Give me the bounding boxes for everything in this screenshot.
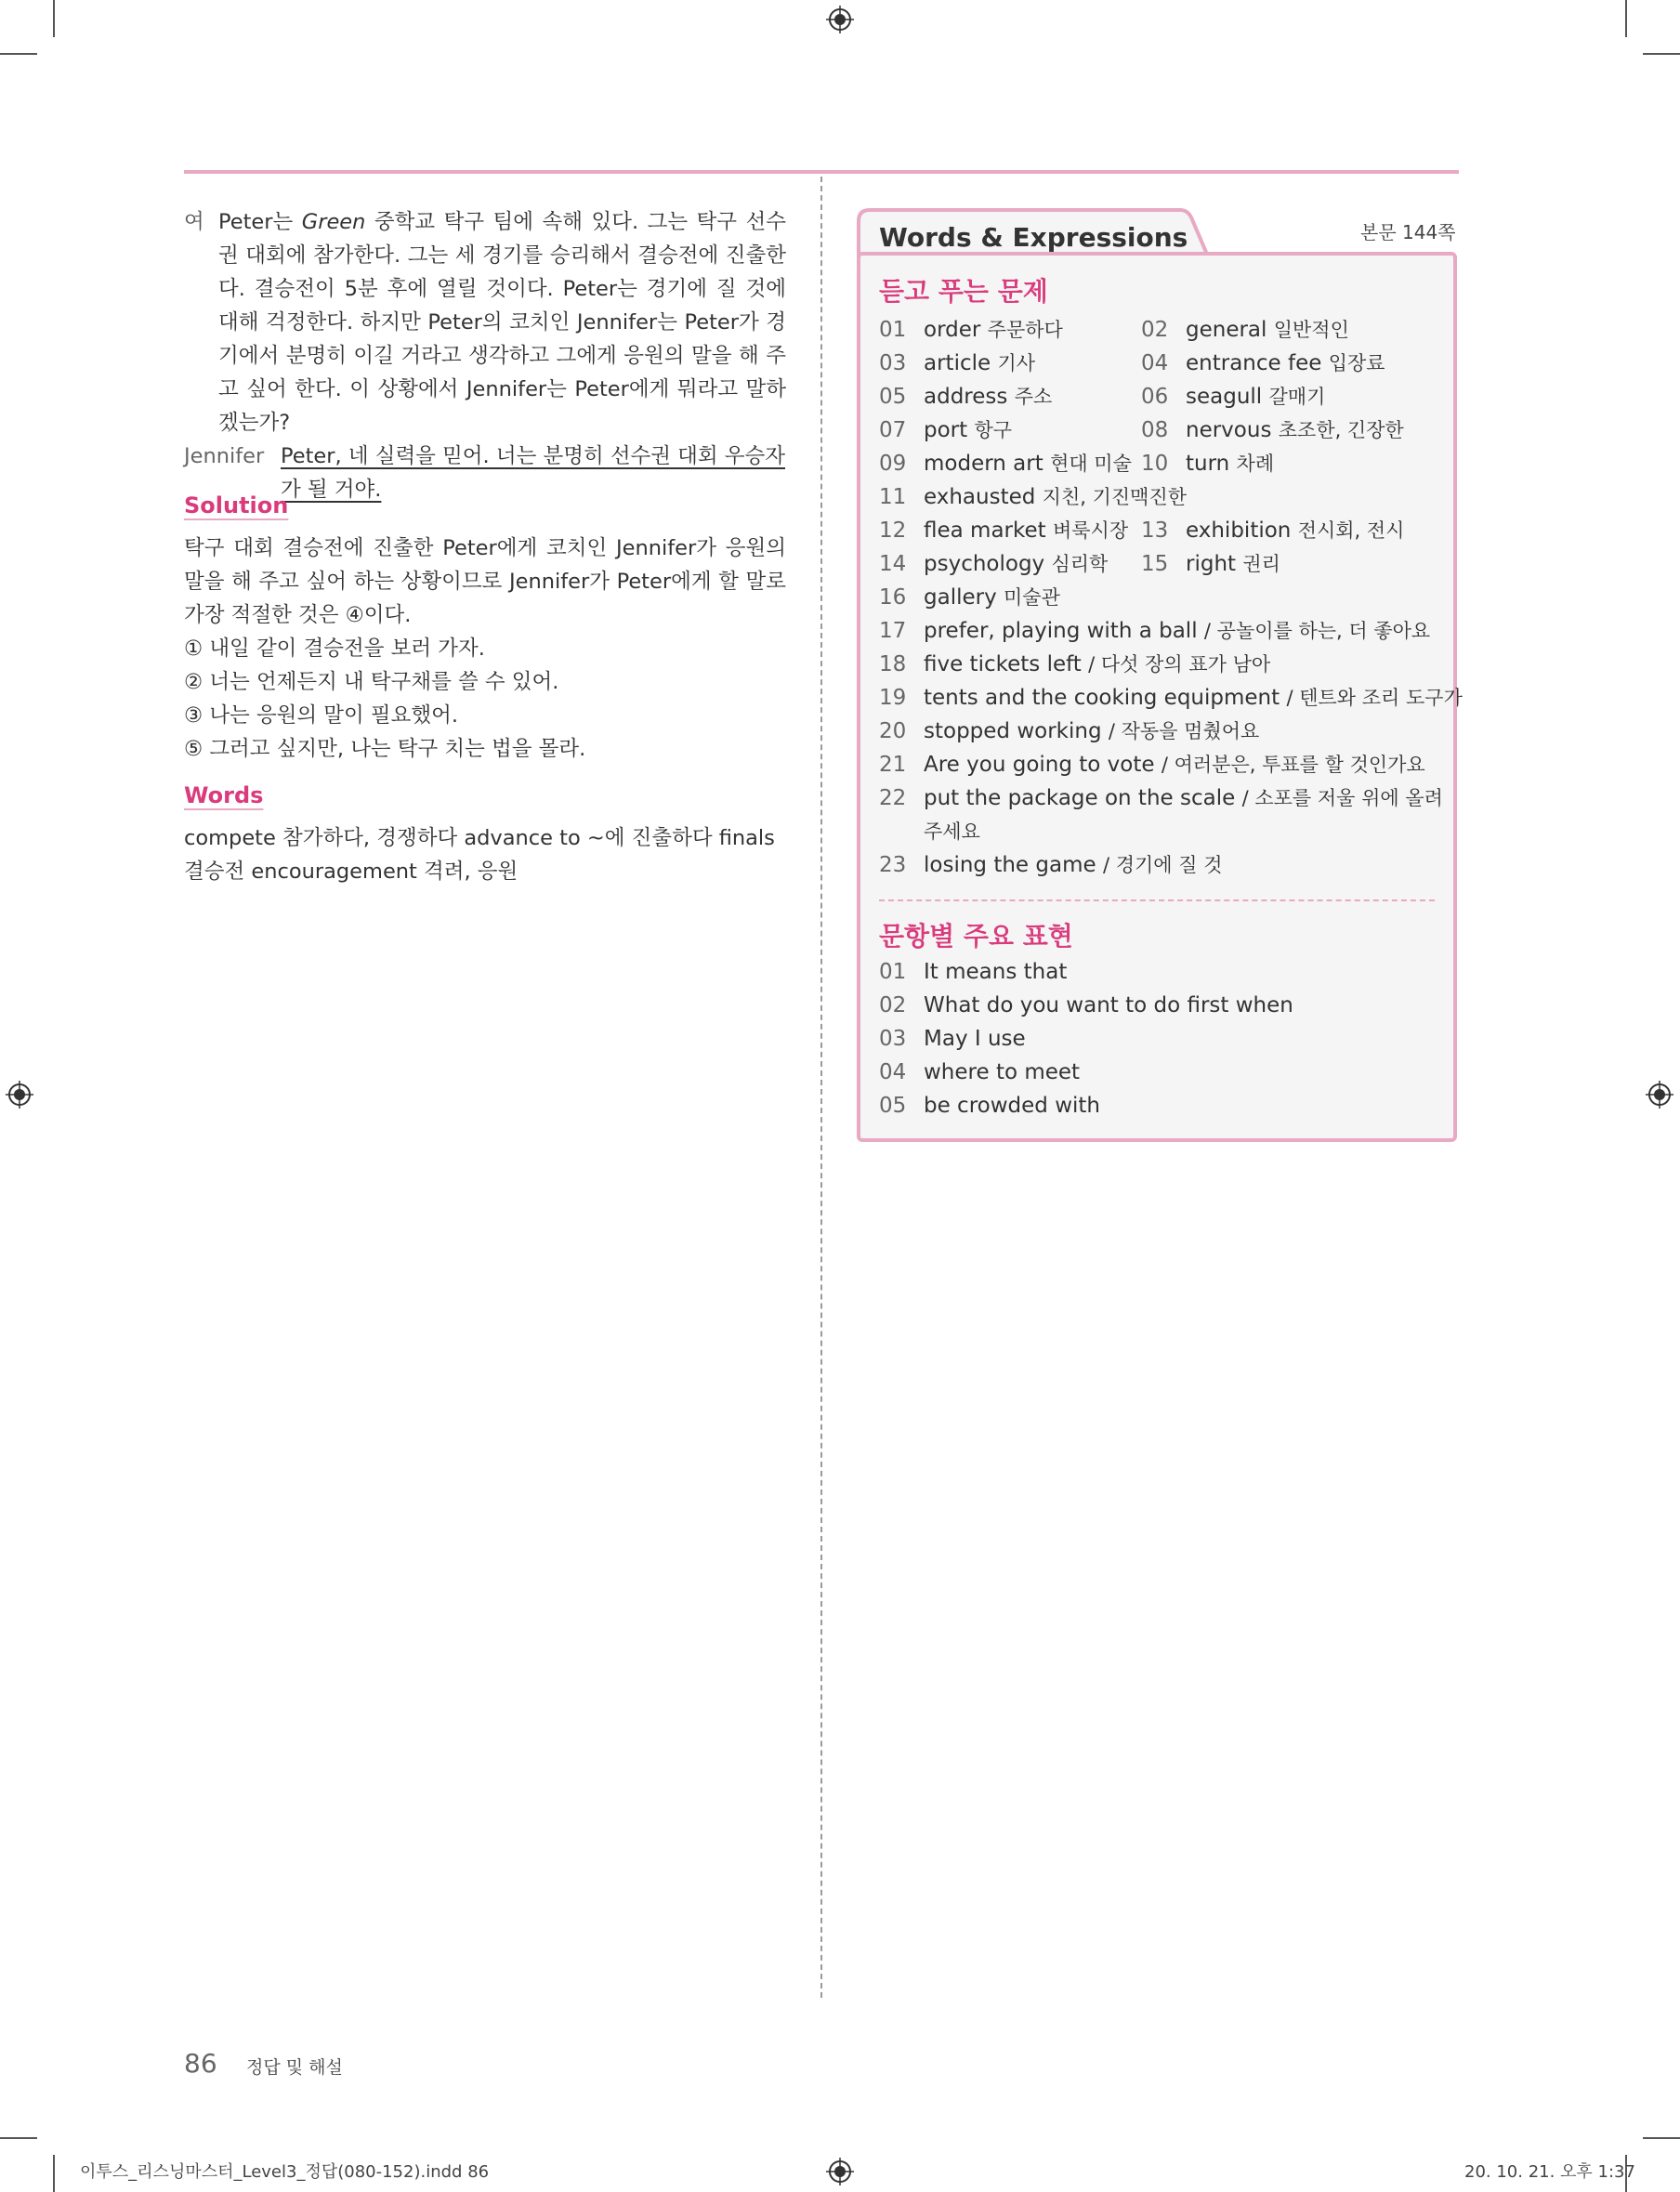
word-item: 05 address 주소: [879, 385, 1053, 409]
crop-mark: [53, 2155, 55, 2192]
word-item: 15 right 권리: [1141, 552, 1280, 576]
solution-text: 탁구 대회 결승전에 진출한 Peter에게 코치인 Jennifer가 응원의 말을 해 주고 싶어 하는 상황이므로 Jennifer가 Peter에게 할 말로 가장 적절한 것은 ④이다.: [184, 536, 786, 627]
expression-item: 01 It means that: [879, 960, 1068, 984]
word-item: 02 general 일반적인: [1141, 318, 1349, 342]
word-item: 14 psychology 심리학: [879, 552, 1109, 576]
option-item: ② 너는 언제든지 내 탁구채를 쓸 수 있어.: [184, 670, 559, 694]
words-section: [184, 779, 786, 888]
word-item: 01 order 주문하다: [879, 318, 1063, 342]
section-heading: 듣고 푸는 문제: [879, 276, 1048, 307]
crop-mark: [1643, 53, 1680, 55]
word-item: 10 turn 차례: [1141, 452, 1275, 476]
word-item: 06 seagull 갈매기: [1141, 385, 1326, 409]
word-item: 17 prefer, playing with a ball / 공놀이를 하는, 더 좋아요: [879, 619, 1431, 643]
narrator-text: Peter는 Green 중학교 탁구 팀에 속해 있다. 그는 탁구 선수권 대회에 참가한다. 그는 세 경기를 승리해서 결승전에 진출한다. 결승전이 5분 후에 열릴 것이다. Peter는 경기에 질 것에 대해 걱정한다. 하지만 Peter의 코치인 Jennifer는 Peter가 경기에서 분명히 이길 거라고 생각하고 그에게 응원의 말을 해 주고 싶어 한다. 이 상황에서 Jennifer는 Peter에게 뭐라고 말하겠는가?: [218, 210, 786, 435]
word-item: 18 five tickets left / 다섯 장의 표가 남아: [879, 652, 1271, 676]
word-item: 08 nervous 초조한, 긴장한: [1141, 418, 1404, 442]
question-script: [184, 205, 786, 506]
words-text: compete 참가하다, 경쟁하다 advance to ~에 진출하다 finals 결승전 encouragement 격려, 응원: [184, 826, 775, 884]
column-divider: [820, 177, 822, 1998]
option-item: ③ 나는 응원의 말이 필요했어.: [184, 703, 459, 728]
words-heading: Words: [184, 782, 264, 808]
crop-mark: [53, 0, 55, 37]
speaker-label: 여: [184, 210, 204, 234]
crop-mark: [0, 2137, 37, 2139]
registration-mark-icon: [6, 1081, 33, 1109]
word-item: 21 Are you going to vote / 여러분은, 투표를 할 것인가요: [879, 753, 1425, 777]
word-item: 20 stopped working / 작동을 멈췄어요: [879, 719, 1260, 743]
registration-mark-icon: [1646, 1081, 1673, 1109]
page-label: 정답 및 해설: [246, 2057, 343, 2078]
word-item-continuation: 주세요: [924, 820, 980, 843]
word-item: 19 tents and the cooking equipment / 텐트와 조리 도구가: [879, 686, 1463, 710]
word-item: 11 exhausted 지친, 기진맥진한: [879, 485, 1188, 509]
solution-heading: Solution: [184, 492, 289, 518]
crop-mark: [1625, 0, 1627, 37]
crop-mark: [1643, 2137, 1680, 2139]
print-timestamp: 20. 10. 21. 오후 1:37: [1464, 2162, 1635, 2182]
word-item: 07 port 항구: [879, 418, 1013, 442]
registration-mark-icon: [826, 6, 854, 33]
top-rule: [184, 170, 1459, 174]
box-title: Words & Expressions: [879, 222, 1188, 253]
narrator-paragraph: [184, 205, 786, 440]
section-heading: 문항별 주요 표현: [879, 921, 1073, 952]
crop-mark: [0, 53, 37, 55]
word-item: 16 gallery 미술관: [879, 585, 1060, 610]
page-reference: 본문 144쪽: [1360, 221, 1456, 243]
word-item: 23 losing the game / 경기에 질 것: [879, 853, 1223, 877]
word-item: 03 article 기사: [879, 351, 1036, 375]
word-item: 13 exhibition 전시회, 전시: [1141, 518, 1405, 543]
option-item: ⑤ 그러고 싶지만, 나는 탁구 치는 법을 몰라.: [184, 737, 586, 761]
word-item: 04 entrance fee 입장료: [1141, 351, 1385, 375]
word-item: 09 modern art 현대 미술: [879, 452, 1132, 476]
expression-item: 02 What do you want to do first when: [879, 993, 1293, 1017]
speaker-label: Jennifer: [184, 444, 265, 468]
section-separator: [879, 899, 1435, 901]
option-item: ① 내일 같이 결승전을 보러 가자.: [184, 637, 485, 661]
registration-mark-icon: [826, 2158, 854, 2185]
file-slug: 이투스_리스닝마스터_Level3_정답(080-152).indd 86: [80, 2162, 490, 2182]
word-item: 22 put the package on the scale / 소포를 저울 위에 올려: [879, 786, 1443, 810]
page-number: 86: [184, 2048, 217, 2079]
expression-item: 03 May I use: [879, 1027, 1026, 1051]
solution-section: [184, 489, 786, 766]
answer-text: Peter, 네 실력을 믿어. 너는 분명히 선수권 대회 우승자가 될 거야.: [281, 444, 786, 502]
expression-item: 04 where to meet: [879, 1060, 1081, 1084]
expression-item: 05 be crowded with: [879, 1094, 1100, 1118]
word-item: 12 flea market 벼룩시장: [879, 518, 1129, 543]
